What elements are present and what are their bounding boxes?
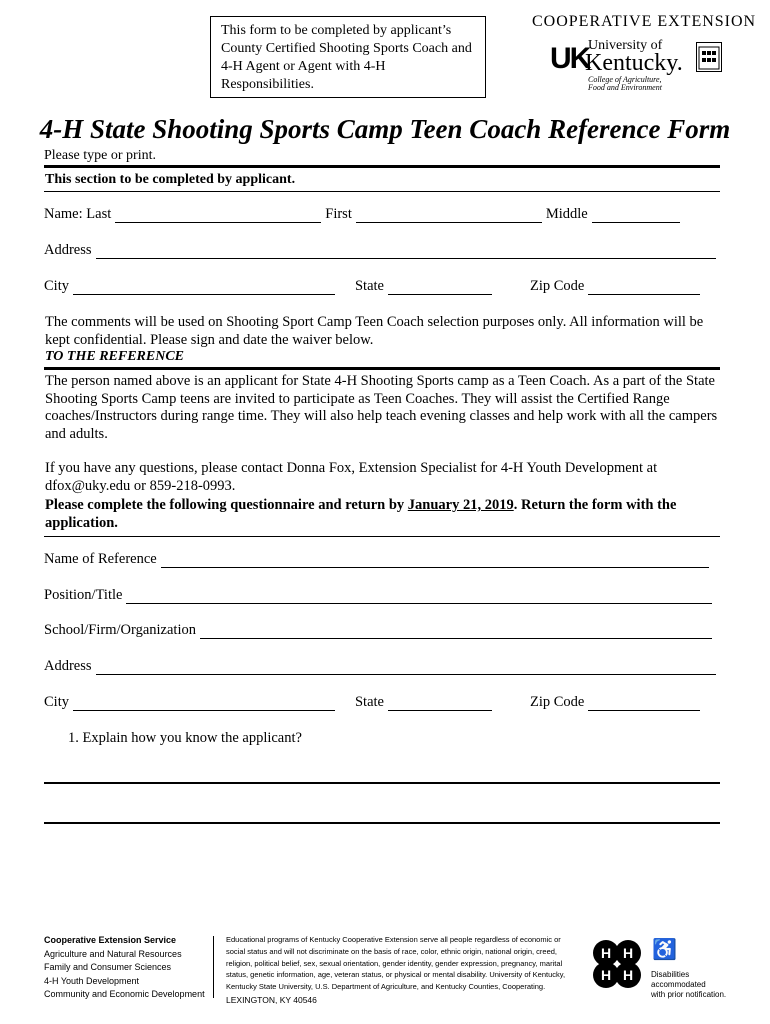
reference-name-label: Name of Reference	[44, 551, 157, 567]
zip-field[interactable]	[588, 280, 700, 295]
divider	[44, 367, 720, 370]
program-item: Family and Consumer Sciences	[44, 962, 172, 972]
reference-address-row	[44, 658, 720, 675]
org-field[interactable]	[200, 624, 712, 639]
city-field[interactable]	[73, 280, 335, 295]
footer-eeo	[226, 934, 571, 1007]
applicant-address-row	[44, 242, 720, 259]
4h-clover-icon	[588, 935, 646, 993]
type-or-print-note: Please type or print.	[44, 148, 156, 163]
reference-state-field[interactable]	[388, 696, 492, 711]
eeo-statement: Educational programs of Kentucky Cooperative Extension serve all people regardless of economic or social status and will not discriminate on the basis of race, color, ethnic origin, national origin, creed, religion, political belief, sex, sexual orientation, gender identity, gender expression, pregnancy, marital status, genetic information, age, veteran status, or physical or mental disability. University of Kentucky, Kentucky State University, U.S. Department of Agriculture, and Kentucky Counties, Cooperating.	[226, 935, 566, 992]
city-label: City	[44, 278, 69, 294]
first-name-label: First	[325, 206, 352, 222]
instructions-text: This form to be completed by applicant’s County Certified Shooting Sports Coach and 4-H Agent or Agent with 4-H Responsibilities.	[221, 23, 472, 92]
reference-city-row	[44, 694, 720, 711]
applicant-city-row	[44, 278, 720, 295]
reference-name-row	[44, 551, 720, 568]
address-field[interactable]	[96, 244, 716, 259]
footer-programs	[44, 934, 205, 1002]
program-item: 4-H Youth Development	[44, 975, 140, 986]
due-date: January 21, 2019	[407, 497, 514, 513]
position-label: Position/Title	[44, 587, 123, 603]
last-name-label: Name: Last	[44, 206, 112, 222]
extension-service-name: Cooperative Extension Service	[44, 935, 177, 945]
confidentiality-note: The comments will be used on Shooting Sport Camp Teen Coach selection purposes only. All information will be kept confidential. Please sign and date the waiver below.	[45, 314, 704, 348]
position-field[interactable]	[126, 589, 712, 604]
state-label: State	[354, 278, 384, 294]
college-text: College of Agriculture, Food and Environment	[588, 75, 662, 92]
reference-position-row	[44, 587, 720, 604]
accessibility-icon: ♿	[652, 939, 677, 961]
disabilities-note	[651, 970, 726, 1000]
kentucky-text: Kentucky.	[585, 50, 683, 76]
instructions-after: . Return the form with the application.	[45, 497, 677, 531]
instructions-box	[210, 16, 486, 98]
reference-city-label: City	[44, 694, 69, 710]
divider	[44, 191, 720, 192]
return-instructions	[45, 497, 725, 532]
divider	[44, 165, 720, 168]
reference-org-row	[44, 622, 720, 639]
middle-name-label: Middle	[545, 206, 588, 222]
program-item: Community and Economic Development	[44, 989, 205, 999]
cooperative-extension-heading: COOPERATIVE EXTENSION	[532, 13, 757, 30]
reference-city-field[interactable]	[73, 696, 335, 711]
instructions-before: Please complete the following questionnaire and return by	[45, 497, 408, 513]
footer-divider	[213, 936, 214, 998]
address-label: Address	[44, 242, 92, 258]
svg-text:H: H	[622, 945, 634, 961]
reference-zip-field[interactable]	[588, 696, 700, 711]
answer-line	[44, 822, 720, 824]
footer-city: LEXINGTON, KY 40546	[226, 994, 317, 1005]
reference-intro: The person named above is an applicant for State 4-H Shooting Sports camp as a Teen Coach. As a part of the State Shooting Sports Camp teens are invited to participate as Teen Coaches. They will assist the Certified Range coaches/Instructors during range time. They will also help teach evening classes and help work with all the campers and adults.	[45, 373, 718, 442]
reference-address-label: Address	[44, 658, 92, 674]
building-logo-icon	[696, 42, 722, 72]
disabilities-line: Disabilities	[651, 970, 690, 979]
university-of-text: University of	[588, 38, 663, 53]
divider	[44, 536, 720, 537]
program-item: Agriculture and Natural Resources	[44, 948, 182, 959]
applicant-section-heading: This section to be completed by applicant.	[45, 172, 296, 187]
state-field[interactable]	[388, 280, 492, 295]
reference-state-label: State	[354, 694, 384, 710]
svg-text:H: H	[600, 945, 612, 961]
reference-address-field[interactable]	[96, 660, 716, 675]
org-label: School/Firm/Organization	[44, 622, 196, 638]
disabilities-line: accommodated	[651, 980, 706, 989]
disabilities-line: with prior notification.	[651, 990, 727, 999]
first-name-field[interactable]	[356, 208, 542, 223]
reference-name-field[interactable]	[161, 553, 709, 568]
page-title: 4-H State Shooting Sports Camp Teen Coach Reference Form	[39, 114, 731, 144]
contact-info: If you have any questions, please contact Donna Fox, Extension Specialist for 4-H Youth Development at dfox@uky.edu or 859-218-0993.	[45, 460, 658, 494]
svg-text:H: H	[600, 967, 612, 983]
zip-label: Zip Code	[529, 278, 585, 294]
last-name-field[interactable]	[115, 208, 321, 223]
uk-logo: UK	[550, 42, 590, 75]
to-reference-heading: TO THE REFERENCE	[45, 349, 185, 364]
answer-line	[44, 782, 720, 784]
applicant-name-row	[44, 206, 720, 223]
middle-name-field[interactable]	[592, 208, 680, 223]
svg-text:H: H	[622, 967, 634, 983]
question-1: 1. Explain how you know the applicant?	[68, 730, 302, 746]
reference-zip-label: Zip Code	[529, 694, 585, 710]
